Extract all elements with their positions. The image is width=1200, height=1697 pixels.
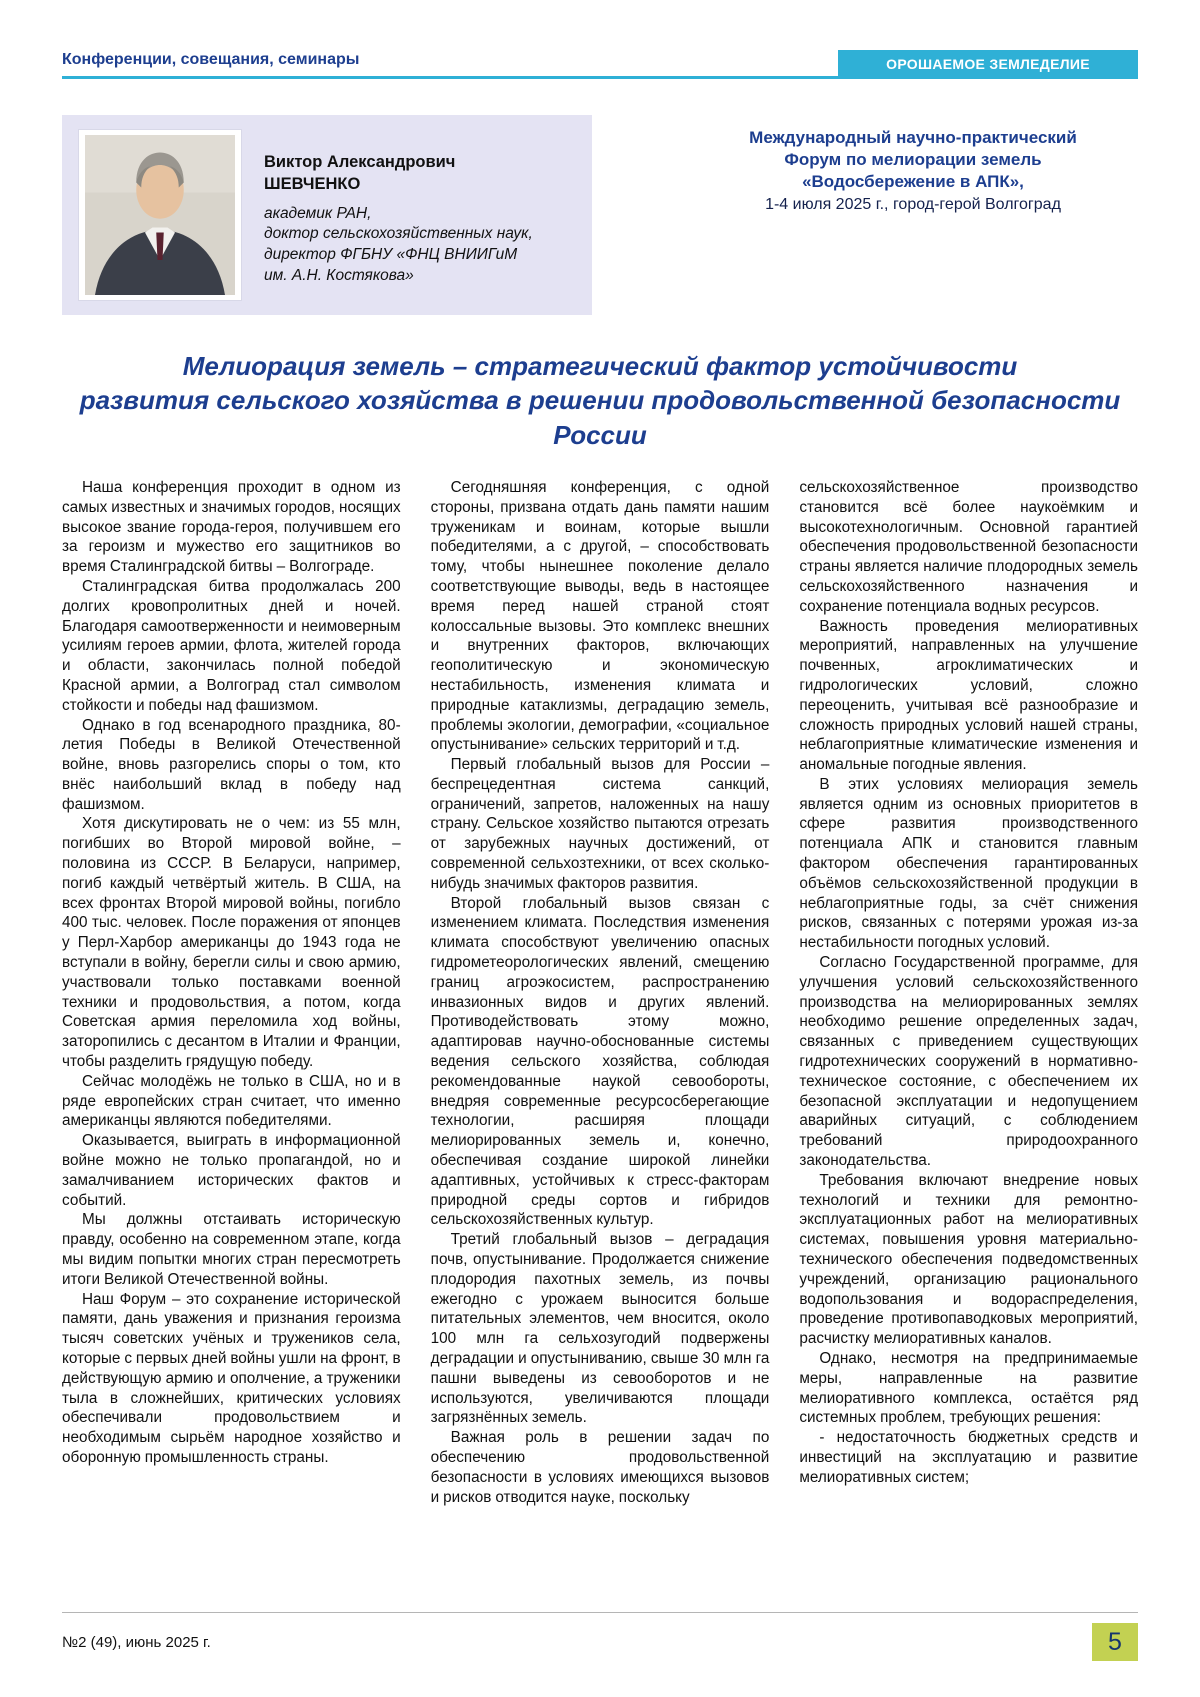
article-title-line: Мелиорация земель – стратегический фактор устойчивости — [182, 351, 1018, 381]
author-panel — [62, 115, 592, 315]
article-column-1 — [62, 478, 401, 1612]
article-body — [62, 478, 1138, 1612]
paragraph: Сталинградская битва продолжалась 200 долгих кровопролитных дней и ночей. Благодаря самоотверженности и неимоверным усилиям героев армии, флота, жителей города и области, закончилась полной победой Красной армии, а Волгоград стал символом стойкости и победы над фашизмом. — [62, 577, 401, 714]
paragraph: Требования включают внедрение новых технологий и техники для ремонтно-эксплуатационных работ на мелиоративных системах, повышения уровня материально-технического обеспечения подведомственных учреждений, организацию рационального водопользования и водораспределения, проведение противопаводковых мероприятий, расчистку мелиоративных каналов. — [799, 1171, 1139, 1348]
author-info — [264, 129, 533, 301]
author-role-line: академик РАН, — [264, 204, 372, 222]
paragraph: Второй глобальный вызов связан с изменением климата. Последствия изменения климата способствуют увеличению опасных гидрометеорологических явлений, смещению границ агроэкосистем, распространению инвазионных видов и других явлений. Противодействовать этому можно, адаптировав научно-обоснованные системы ведения сельского хозяйства, соблюдая рекомендованные наукой севообороты, внедряя современные ресурсосберегающие технологии, расширяя площади мелиорированных земель и, конечно, обеспечивая создание широкой линейки адаптивных, устойчивых к стресс-факторам природной среды сортов и гибридов сельскохозяйственных культур. — [430, 894, 770, 1229]
page-number-badge: 5 — [1092, 1623, 1138, 1661]
author-role-line: им. А.Н. Костякова» — [264, 267, 414, 285]
paragraph: - недостаточность бюджетных средств и инвестиций на эксплуатацию и развитие мелиоративных систем; — [799, 1429, 1139, 1486]
portrait-illustration — [84, 135, 236, 295]
paragraph: Важность проведения мелиоративных мероприятий, направленных на улучшение почвенных, агроклиматических и гидрологических условий, сложно переоценить, учитывая всё разнообразие и сложность природных условий нашей страны, неблагоприятные климатические изменения и аномальные погодные явления. — [799, 617, 1139, 774]
author-photo — [78, 129, 242, 301]
paragraph: Сегодняшняя конференция, с одной стороны, призвана отдать дань памяти нашим труженикам и воинам, которые вышли победителями, а с другой, – способствовать тому, чтобы нынешнее поколение делало соответствующие выводы, ведь в настоящее время перед нашей страной стоят колоссальные вызовы. Это комплекс внешних и внутренних факторов, включающих геополитическую и экономическую нестабильность, изменения климата и природные катаклизмы, деградацию земель, проблемы экологии, демографии, «социальное опустынивание» сельских территорий и т.д. — [430, 478, 770, 754]
issue-info: №2 (49), июнь 2025 г. — [62, 1633, 211, 1651]
paragraph: сельскохозяйственное производство становится всё более наукоёмким и высокотехнологичным. Основной гарантией обеспечения продовольственной безопасности страны является наличие плодородных земель сельскохозяйственного назначения и сохранение потенциала водных ресурсов. — [799, 478, 1139, 615]
author-role-line: доктор сельскохозяйственных наук, — [264, 225, 533, 243]
article-title-line: развития сельского хозяйства в решении продовольственной безопасности России — [79, 385, 1121, 450]
rubric-bar — [62, 51, 838, 79]
paragraph: Оказывается, выиграть в информационной войне можно не только пропагандой, но и замалчиванием исторических фактов и событий. — [62, 1132, 401, 1209]
article-column-3 — [799, 478, 1138, 1612]
forum-line: «Водосбережение в АПК», — [802, 172, 1024, 192]
paragraph: Первый глобальный вызов для России – беспрецедентная система санкций, ограничений, запретов, наложенных на нашу страну. Сельское хозяйство пытаются отрезать от зарубежных научных достижений, от современной сельхозтехники, от всех сколько-нибудь значимых факторов развития. — [430, 756, 770, 892]
author-surname: ШЕВЧЕНКО — [264, 175, 361, 194]
author-first-name: Виктор Александрович — [264, 153, 456, 171]
forum-line: Форум по мелиорации земель — [784, 150, 1042, 170]
paragraph: Наша конференция проходит в одном из самых известных и значимых городов, носящих высокое звание города-героя, получившем его за героизм и мужество его защитников во время Сталинградской битвы – Волгограде. — [62, 478, 401, 576]
paragraph: Мы должны отстаивать историческую правду, особенно на современном этапе, когда мы видим попытки многих стран пересмотреть итоги Великой Отечественной войны. — [62, 1211, 401, 1288]
rubric-label: Конференции, совещания, семинары — [62, 51, 360, 68]
author-role-line: директор ФГБНУ «ФНЦ ВНИИГиМ — [264, 246, 518, 264]
paragraph: Хотя дискутировать не о чем: из 55 млн, погибших во Второй мировой войне, – половина из СССР. В Беларуси, например, погиб каждый четвёртый житель. В США, на всех фронтах Второй мировой войны, погибло 400 тыс. человек. После поражения от японцев у Перл-Харбор американцы до 1943 года не вступали в войну, берегли силы и свою армию, участвовали только поставками военной техники и продовольствия, а потом, когда Советская армия переломила ход войны, заторопились с десантом в Италии и Франции, чтобы разделить грядущую победу. — [62, 815, 401, 1071]
page-footer — [62, 1612, 1138, 1661]
paragraph: В этих условиях мелиорация земель является одним из основных приоритетов в сфере развития производственного потенциала АПК и становится главным фактором обеспечения гарантированных объёмов сельскохозяйственной продукции в неблагоприятные годы, за счёт снижения рисков, связанных с потерями урожая из-за нестабильности погодных условий. — [799, 775, 1139, 952]
forum-announcement — [688, 115, 1138, 216]
forum-line: Международный научно-практический — [749, 128, 1077, 147]
paragraph: Наш Форум – это сохранение исторической памяти, дань уважения и признания героизма тысяч советских учёных и тружеников села, которые с первых дней войны ушли на фронт, в действующую армию и ополчение, а труженики тыла в сложнейших, критических условиях обеспечивали продовольствием и необходимым сырьём народное хозяйство и оборонную промышленность страны. — [62, 1290, 401, 1466]
paragraph: Согласно Государственной программе, для улучшения условий сельскохозяйственного производства на мелиорированных землях необходимо решение определенных задач, связанных с приведением существующих гидротехнических сооружений в нормативно-техническое состояние, с обеспечением их безопасной эксплуатации и недопущением аварийных ситуаций, с соблюдением требований природоохранного законодательства. — [799, 954, 1139, 1170]
paragraph: Однако, несмотря на предпринимаемые меры, направленные на развитие мелиоративного комплекса, остаётся ряд системных проблем, требующих решения: — [799, 1350, 1139, 1427]
paragraph: Важная роль в решении задач по обеспечению продовольственной безопасности в условиях имеющихся вызовов и рисков отводится науке, поскольку — [430, 1429, 770, 1506]
forum-date-line: 1-4 июля 2025 г., город-герой Волгоград — [765, 196, 1061, 214]
journal-section-label: ОРОШАЕМОЕ ЗЕМЛЕДЕЛИЕ — [838, 50, 1138, 79]
author-roles — [264, 204, 533, 288]
paragraph: Сейчас молодёжь не только в США, но и в ряде европейских стран считает, что именно американцы являются победителями. — [62, 1072, 401, 1130]
page-header — [62, 50, 1138, 79]
author-section — [62, 115, 1138, 315]
paragraph: Третий глобальный вызов – деградация почв, опустынивание. Продолжается снижение плодородия пахотных земель, из почвы ежегодно с урожаем выносится больше питательных элементов, чем вносится, около 100 млн га сельхозугодий подвержены деградации и опустыниванию, свыше 30 млн га пашни выведены из севооборотов и не используются, увеличиваются площади загрязнённых земель. — [430, 1231, 770, 1427]
article-title — [62, 349, 1138, 452]
article-column-2 — [431, 478, 770, 1612]
paragraph: Однако в год всенародного праздника, 80-летия Победы в Великой Отечественной войне, вновь разгорелись споры о том, кто внёс наибольший вклад в победу над фашизмом. — [62, 716, 401, 813]
